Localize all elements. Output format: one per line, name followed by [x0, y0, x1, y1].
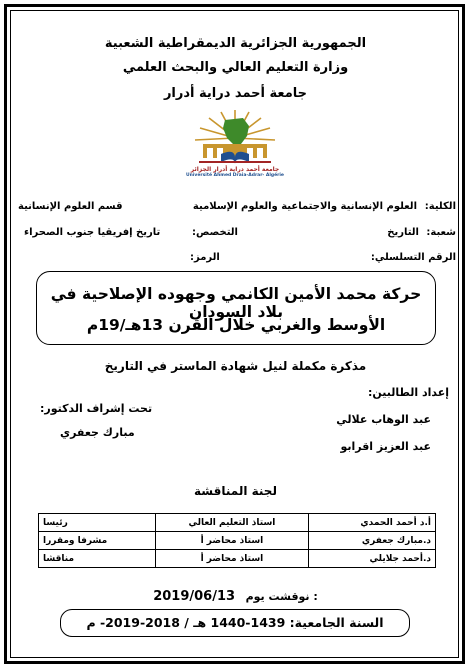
faculty-value: العلوم الإنسانية والاجتماعية والعلوم الإسلامية — [192, 201, 417, 212]
defense-date: 2019/06/13 — [153, 589, 236, 604]
table-row — [39, 550, 436, 568]
code-label: الرمز: — [190, 252, 220, 263]
republic-heading: الجمهورية الجزائرية الديمقراطية الشعبية — [104, 36, 367, 51]
defense-date-line — [0, 589, 471, 604]
table-row — [39, 514, 436, 532]
member-rank: استاذ التعليم العالي — [155, 514, 308, 532]
thesis-title-box — [36, 271, 436, 345]
academic-year: السنة الجامعية: 1439-1440 هـ / 2018-2019- م — [86, 615, 384, 630]
member-name: د.أحمد جلايلي — [308, 550, 435, 568]
logo-emblem-icon — [185, 108, 285, 168]
ministry-heading: وزارة التعليم العالي والبحث العلمي — [122, 60, 349, 75]
member-rank: استاذ محاضر أ — [155, 532, 308, 550]
table-row — [39, 532, 436, 550]
thesis-title-line1: حركة محمد الأمين الكانمي وجهوده الإصلاحية في بلاد السودان — [50, 285, 422, 321]
member-name: أ.د أحمد الحمدي — [308, 514, 435, 532]
supervisor-label: تحت إشراف الدكتور: — [40, 402, 153, 415]
university-heading: جامعة أحمد دراية أدرار — [163, 86, 308, 101]
academic-year-box — [60, 609, 410, 637]
faculty-label: الكلية: — [424, 201, 456, 212]
logo-caption-en: Université Ahmed Draia-Adrar- Algérie — [186, 173, 284, 178]
member-name: د.مبارك جعفري — [308, 532, 435, 550]
specialty-value: تاريخ إفريقيا جنوب الصحراء — [24, 227, 161, 238]
prepared-by-label: إعداد الطالبين: — [367, 386, 449, 399]
committee-title: لجنة المناقشة — [194, 484, 277, 498]
member-role: مشرفا ومقررا — [39, 532, 156, 550]
branch-label: شعبة: — [426, 227, 456, 238]
thesis-subtitle: مذكرة مكملة لنيل شهادة الماستر في التاريخ — [104, 359, 367, 373]
member-role: مناقشا — [39, 550, 156, 568]
logo-caption-ar: جامعة أحمد دراية أدرار الجزائر — [190, 166, 280, 173]
member-role: رئيسا — [39, 514, 156, 532]
serial-number-label: الرقم التسلسلي: — [370, 252, 456, 263]
branch-value: التاريخ — [387, 227, 419, 238]
thesis-title-line2: الأوسط والغربي خلال القرن 13هـ/19م — [86, 316, 386, 334]
university-logo — [185, 108, 285, 178]
supervisor-name: مبارك جعفري — [60, 426, 135, 439]
committee-table — [38, 513, 436, 568]
defense-label: نوقشت يوم : — [245, 590, 318, 603]
member-rank: استاذ محاضر أ — [155, 550, 308, 568]
student-name-1: عبد الوهاب علالي — [336, 413, 431, 426]
specialty-label: التخصص: — [192, 227, 238, 238]
student-name-2: عبد العزيز اقرابو — [340, 440, 431, 453]
department-value: قسم العلوم الإنسانية — [18, 201, 123, 212]
